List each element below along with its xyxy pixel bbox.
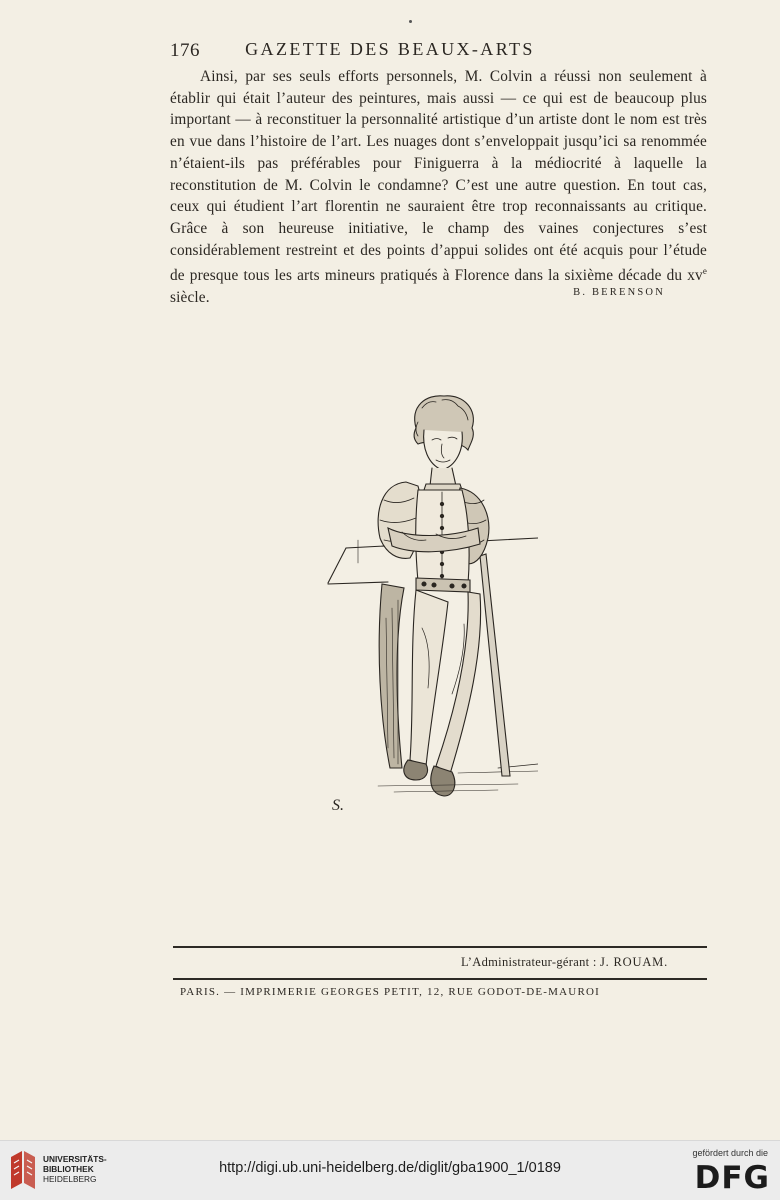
running-title: GAZETTE DES BEAUX-ARTS bbox=[245, 39, 535, 59]
funded-by-label: gefördert durch die bbox=[692, 1148, 768, 1158]
administrator-label: L’Administrateur-gérant : bbox=[461, 955, 601, 969]
engraving-illustration bbox=[318, 388, 538, 818]
printer-imprint: PARIS. — IMPRIMERIE GEORGES PETIT, 12, RUE GODOT-DE-MAUROI bbox=[180, 986, 600, 998]
administrator-line bbox=[461, 955, 668, 970]
print-mark bbox=[409, 20, 412, 23]
administrator-name: J. ROUAM. bbox=[600, 955, 668, 969]
library-line-2: BIBLIOTHEK bbox=[43, 1164, 94, 1174]
paragraph-end: siècle. bbox=[170, 289, 210, 307]
digital-library-footer bbox=[0, 1140, 780, 1200]
author-signature: B. BERENSON bbox=[573, 287, 665, 298]
dfg-logo[interactable]: DFG bbox=[694, 1160, 770, 1196]
permalink-url[interactable]: http://digi.ub.uni-heidelberg.de/diglit/gba1900_1/0189 bbox=[219, 1160, 561, 1176]
page-number: 176 bbox=[170, 40, 200, 61]
engraver-monogram: S. bbox=[332, 797, 344, 814]
footer-rule-bottom bbox=[173, 978, 707, 980]
century-numeral: xv bbox=[687, 267, 703, 285]
footer-rule-top bbox=[173, 946, 707, 948]
article-paragraph bbox=[170, 66, 707, 309]
library-line-3: HEIDELBERG bbox=[43, 1174, 97, 1184]
century-superscript: e bbox=[702, 266, 707, 277]
library-line-1: UNIVERSITÄTS- bbox=[43, 1154, 107, 1164]
paragraph-text: Ainsi, par ses seuls efforts personnels, M. Colvin a réussi non seulement à établir qui était l’auteur des peintures, mais aussi — ce qui est de beaucoup plus important — à reconstituer la personnalité artistique d’un artiste dont le nom est très en vue dans l’histoire de l’art. Les nuages dont s’enveloppait jusqu’ici sa renommée n’étaient-ils pas préférables pour Finiguerra à la médiocrité à laquelle la reconstitution de M. Colvin le condamne? C’est une autre question. En tout cas, ceux qui étudient l’art florentin ne sauraient être trop reconnaissants au critique. Grâce à son heureuse initiative, le champ des vaines conjectures s’est considérablement restreint et des points d’appui solides ont été acquis pour l’étude de presque tous les arts mineurs pratiqués à Florence dans la sixième décade du bbox=[170, 68, 707, 285]
